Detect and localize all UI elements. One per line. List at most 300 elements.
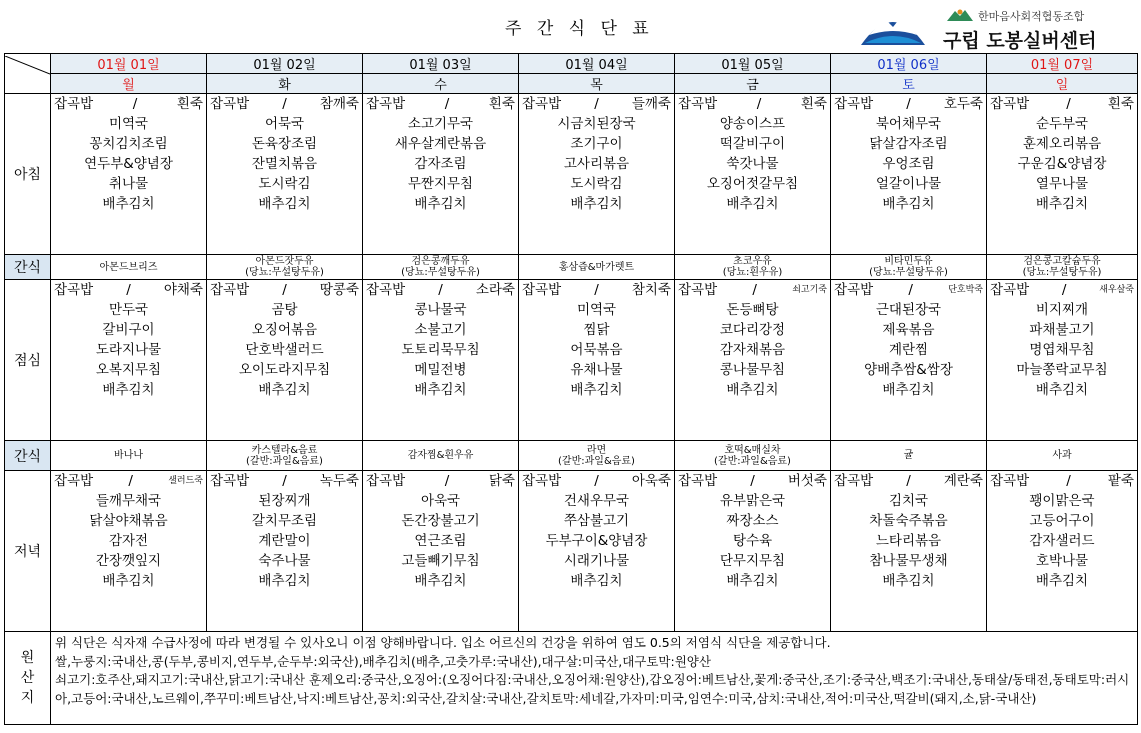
snack1-cell	[987, 255, 1138, 280]
porridge: 호두죽	[943, 96, 983, 112]
weekday-cell	[207, 74, 363, 94]
blank-line	[987, 420, 1137, 440]
dish-item: 배추김치	[882, 382, 935, 398]
snack2-cell	[363, 441, 519, 471]
grain-rice: 잡곡밥	[834, 282, 874, 298]
snack1-cell	[207, 255, 363, 280]
grain-rice: 잡곡밥	[366, 96, 406, 112]
blank-line	[51, 400, 206, 420]
dish-item: 갈치무조림	[251, 513, 318, 529]
slash: /	[752, 282, 757, 298]
porridge: 흰죽	[800, 96, 827, 112]
slash: /	[906, 473, 911, 489]
corner-cell	[5, 54, 51, 94]
dish-item: 배추김치	[414, 573, 467, 589]
dish-item: 파채불고기	[1029, 322, 1095, 338]
dish-item: 유채나물	[570, 362, 623, 378]
dish-item: 연근조림	[414, 533, 467, 549]
snack-name: 홍삼즙&마가렛트	[558, 261, 635, 273]
lunch-cell	[363, 280, 519, 441]
dinner-row	[5, 471, 1138, 632]
grain-rice: 잡곡밥	[990, 96, 1030, 112]
dish-item: 제육볶음	[882, 322, 935, 338]
org-name-small	[945, 8, 1084, 24]
dish-item: 배추김치	[258, 196, 311, 212]
dish-item: 새우살계란볶음	[394, 136, 487, 152]
rice-porridge-line	[831, 280, 986, 300]
date-text: 01월 05일	[721, 58, 784, 73]
snack1-label	[5, 255, 51, 280]
origin-label-char: 원	[20, 650, 35, 666]
rice-porridge-line	[987, 280, 1137, 300]
snack2-label	[5, 441, 51, 471]
dish-item: 도라지나물	[95, 342, 162, 358]
dish-item: 느타리볶음	[875, 533, 942, 549]
dinner-cell	[363, 471, 519, 632]
dish-item: 숙주나물	[258, 553, 311, 569]
origin-label-char: 지	[20, 690, 35, 706]
dish-item: 배추김치	[414, 196, 467, 212]
breakfast-row	[5, 94, 1138, 255]
lunch-cell	[675, 280, 831, 441]
date-text: 01월 03일	[409, 58, 472, 73]
blank-line	[831, 611, 986, 631]
rice-porridge-line	[519, 280, 674, 300]
rice-porridge-line	[519, 471, 674, 491]
slash: /	[126, 282, 131, 298]
blank-line	[675, 214, 830, 234]
lunch-cell	[831, 280, 987, 441]
notes-cell	[51, 632, 1138, 725]
porridge: 팥죽	[1107, 473, 1134, 489]
snack-name: 라면	[586, 444, 607, 456]
weekday-cell	[51, 74, 207, 94]
blank-line	[207, 214, 362, 234]
lunch-cell	[51, 280, 207, 441]
slash: /	[282, 96, 287, 112]
dish-item: 고들빼기무침	[401, 553, 480, 569]
slash: /	[594, 96, 599, 112]
blank-line	[987, 400, 1137, 420]
lunch-cell	[987, 280, 1138, 441]
dish-item: 얼갈이나물	[875, 176, 942, 192]
grain-rice: 잡곡밥	[54, 96, 94, 112]
dish-item: 잔멸치볶음	[251, 156, 318, 172]
snack1-cell	[675, 255, 831, 280]
date-cell	[363, 54, 519, 74]
rice-porridge-line	[831, 471, 986, 491]
weekday-text: 토	[902, 78, 915, 93]
blank-line	[831, 214, 986, 234]
dish-item: 양송이스프	[719, 116, 786, 132]
blank-line	[987, 611, 1137, 631]
dinner-cell	[519, 471, 675, 632]
date-cell	[987, 54, 1138, 74]
rice-porridge-line	[519, 94, 674, 114]
dish-item: 쭈삼불고기	[563, 513, 630, 529]
dinner-label	[5, 471, 51, 632]
blank-line	[675, 420, 830, 440]
dish-item: 두부구이&양념장	[545, 533, 648, 549]
blank-line	[519, 591, 674, 611]
page-title: 주 간 식 단 표	[505, 19, 654, 39]
dish-item: 배추김치	[570, 573, 623, 589]
dish-item: 양배추쌈&쌈장	[864, 362, 953, 378]
dish-item: 어묵국	[264, 116, 305, 132]
snack2-cell	[207, 441, 363, 471]
grain-rice: 잡곡밥	[990, 473, 1030, 489]
snack-diabetic-note: (당뇨:흰우유)	[722, 267, 783, 278]
snack-name: 초코우유	[733, 256, 772, 267]
dish-item: 쑥갓나물	[726, 156, 779, 172]
dish-item: 유부맑은국	[719, 493, 786, 509]
breakfast-cell	[987, 94, 1138, 255]
blank-line	[519, 234, 674, 254]
slash: /	[282, 282, 287, 298]
breakfast-cell	[519, 94, 675, 255]
dish-item: 배추김치	[726, 573, 779, 589]
dish-item: 단호박샐러드	[245, 342, 324, 358]
breakfast-label	[5, 94, 51, 255]
dish-item: 배추김치	[1035, 196, 1089, 212]
snack-name: 카스텔라&음료	[251, 444, 318, 456]
slash: /	[132, 96, 138, 112]
snack-name: 사과	[1052, 450, 1072, 461]
dinner-cell	[675, 471, 831, 632]
slash: /	[444, 473, 450, 489]
date-text: 01월 04일	[565, 58, 628, 73]
weekday-cell	[675, 74, 831, 94]
rice-porridge-line	[987, 471, 1137, 491]
grain-rice: 잡곡밥	[990, 282, 1030, 298]
snack1-cell	[831, 255, 987, 280]
dish-item: 오징어젓갈무침	[706, 176, 799, 192]
org-name-big: 구립 도봉실버센터	[943, 30, 1097, 52]
snack-name: 바나나	[114, 450, 143, 461]
breakfast-cell	[363, 94, 519, 255]
blank-line	[51, 214, 206, 234]
snack2-cell	[831, 441, 987, 471]
dish-item: 계란말이	[258, 533, 311, 549]
blank-line	[675, 400, 830, 420]
dish-item: 콩나물국	[414, 302, 467, 318]
blank-line	[987, 214, 1137, 234]
note-line: 쌀,누룽지:국내산,콩(두부,콩비지,연두부,순두부:외국산),배추김치(배추,고춧가루:국내산),대구살:미국산,대구토막:원양산	[55, 653, 711, 669]
breakfast-cell	[831, 94, 987, 255]
grain-rice: 잡곡밥	[522, 473, 562, 489]
slash: /	[908, 282, 913, 298]
grain-rice: 잡곡밥	[834, 473, 874, 489]
dish-item: 어묵볶음	[570, 342, 623, 358]
dish-item: 근대된장국	[875, 302, 942, 318]
title-bar	[0, 0, 1141, 52]
dish-item: 호박나물	[1035, 553, 1089, 569]
dish-item: 비지찌개	[1035, 302, 1089, 318]
dish-item: 우엉조림	[882, 156, 935, 172]
blank-line	[363, 591, 518, 611]
dish-item: 배추김치	[1035, 382, 1089, 398]
dish-item: 꽁치김치조림	[89, 136, 168, 152]
dish-item: 미역국	[576, 302, 617, 318]
dish-item: 돈육장조림	[251, 136, 318, 152]
dish-item: 코다리강정	[719, 322, 786, 338]
blank-line	[675, 611, 830, 631]
slash: /	[1066, 473, 1071, 489]
grain-rice: 잡곡밥	[210, 473, 250, 489]
origin-label-char: 산	[20, 670, 35, 686]
dish-item: 단무지무침	[719, 553, 786, 569]
lunch-row	[5, 280, 1138, 441]
dish-item: 탕수육	[732, 533, 773, 549]
dish-item: 갈비구이	[102, 322, 155, 338]
blank-line	[363, 420, 518, 440]
snack-diabetic-note: (갈반:과일&음료)	[714, 455, 791, 467]
dish-item: 김치국	[888, 493, 929, 509]
blank-line	[363, 234, 518, 254]
dish-item: 소고기무국	[407, 116, 474, 132]
snack-name: 감자찜&흰우유	[407, 450, 474, 461]
date-cell	[207, 54, 363, 74]
rice-porridge-line	[675, 471, 830, 491]
rice-porridge-line	[363, 280, 518, 300]
dish-item: 감자샐러드	[1029, 533, 1095, 549]
snack-diabetic-note: (갈반:과일&음료)	[246, 455, 323, 467]
rice-porridge-line	[207, 280, 362, 300]
dish-item: 곰탕	[271, 302, 298, 318]
dinner-cell	[831, 471, 987, 632]
blank-line	[519, 420, 674, 440]
blank-line	[831, 591, 986, 611]
porridge: 흰죽	[1107, 96, 1134, 112]
dish-item: 시래기나물	[563, 553, 630, 569]
date-text: 01월 06일	[877, 58, 940, 73]
weekday-text: 일	[1055, 78, 1069, 93]
grain-rice: 잡곡밥	[210, 282, 250, 298]
snack-name: 검은콩깨두유	[411, 256, 470, 267]
snack1-label-text: 간식	[13, 260, 42, 276]
mountain-logo-icon	[859, 5, 927, 47]
dish-item: 배추김치	[102, 573, 155, 589]
dish-item: 감자채볶음	[719, 342, 786, 358]
snack2-cell	[675, 441, 831, 471]
weekday-cell	[831, 74, 987, 94]
porridge: 흰죽	[488, 96, 515, 112]
rice-porridge-line	[207, 94, 362, 114]
porridge: 들깨죽	[631, 96, 671, 112]
dish-item: 떡갈비구이	[719, 136, 786, 152]
weekday-cell	[363, 74, 519, 94]
dish-item: 훈제오리볶음	[1022, 136, 1102, 152]
rice-porridge-line	[831, 94, 986, 114]
weekday-text: 목	[590, 78, 603, 93]
blank-line	[207, 611, 362, 631]
grain-rice: 잡곡밥	[834, 96, 874, 112]
dish-item: 콩나물무침	[719, 362, 786, 378]
slash: /	[756, 96, 762, 112]
dish-item: 닭살감자조림	[869, 136, 948, 152]
dish-item: 찜닭	[583, 322, 610, 338]
dish-item: 오복지무침	[95, 362, 162, 378]
rice-porridge-line	[51, 94, 206, 114]
dish-item: 배추김치	[258, 382, 311, 398]
dish-item: 꽹이맑은국	[1029, 493, 1095, 509]
dish-item: 들깨무채국	[95, 493, 162, 509]
porridge: 아욱죽	[631, 473, 671, 489]
grain-rice: 잡곡밥	[54, 473, 94, 489]
dish-item: 고등어구이	[1029, 513, 1095, 529]
blank-line	[363, 400, 518, 420]
dish-item: 돈간장불고기	[401, 513, 480, 529]
weekly-menu-table	[4, 53, 1138, 725]
dish-item: 소불고기	[414, 322, 467, 338]
porridge: 계란죽	[943, 473, 983, 489]
grain-rice: 잡곡밥	[522, 96, 562, 112]
dish-item: 배추김치	[882, 196, 935, 212]
snack2-cell	[519, 441, 675, 471]
weekday-cell	[987, 74, 1138, 94]
date-cell	[675, 54, 831, 74]
blank-line	[207, 591, 362, 611]
porridge: 소라죽	[475, 282, 515, 298]
dish-item: 계란찜	[888, 342, 929, 358]
blank-line	[51, 234, 206, 254]
rice-porridge-line	[207, 471, 362, 491]
grain-rice: 잡곡밥	[366, 282, 406, 298]
lunch-label-text: 점심	[13, 353, 42, 369]
dish-item: 감자조림	[414, 156, 467, 172]
dish-item: 마늘쫑락교무침	[1016, 362, 1108, 378]
lunch-cell	[207, 280, 363, 441]
blank-line	[831, 420, 986, 440]
blank-line	[675, 591, 830, 611]
date-text: 01월 02일	[253, 58, 316, 73]
porridge: 녹두죽	[319, 473, 359, 489]
dish-item: 도시락김	[570, 176, 623, 192]
porridge: 땅콩죽	[319, 282, 359, 298]
date-cell	[831, 54, 987, 74]
slash: /	[282, 473, 287, 489]
blank-line	[519, 611, 674, 631]
dinner-label-text: 저녁	[13, 544, 42, 560]
porridge: 흰죽	[176, 96, 203, 112]
snack-name: 아몬드잣두유	[255, 256, 314, 267]
slash: /	[594, 473, 599, 489]
dish-item: 배추김치	[1035, 573, 1089, 589]
slash: /	[906, 96, 911, 112]
dish-item: 도시락김	[258, 176, 311, 192]
dish-item: 연두부&양념장	[84, 156, 173, 172]
snack1-cell	[519, 255, 675, 280]
porridge: 단호박죽	[948, 285, 983, 295]
dish-item: 도토리묵무침	[401, 342, 480, 358]
notes-row	[5, 632, 1138, 725]
weekday-text: 수	[434, 78, 447, 93]
blank-line	[51, 611, 206, 631]
rice-porridge-line	[363, 94, 518, 114]
snack2-row	[5, 441, 1138, 471]
blank-line	[519, 214, 674, 234]
dish-item: 배추김치	[726, 382, 779, 398]
grain-rice: 잡곡밥	[678, 96, 718, 112]
grain-rice: 잡곡밥	[54, 282, 94, 298]
snack-name: 비타민두유	[884, 256, 933, 267]
blank-line	[987, 234, 1137, 254]
porridge: 참치죽	[631, 282, 671, 298]
dish-item: 배추김치	[102, 196, 155, 212]
porridge: 야채죽	[163, 282, 203, 298]
date-cell	[519, 54, 675, 74]
dish-item: 메밀전병	[414, 362, 467, 378]
rice-porridge-line	[363, 471, 518, 491]
snack-diabetic-note: (당뇨:무설탕두유)	[1022, 267, 1102, 278]
blank-line	[675, 234, 830, 254]
dish-item: 미역국	[108, 116, 149, 132]
snack1-cell	[51, 255, 207, 280]
blank-line	[51, 420, 206, 440]
porridge: 샐러드죽	[168, 476, 203, 486]
org-small-text: 한마음사회적협동조합	[978, 10, 1085, 23]
dish-item: 아욱국	[420, 493, 461, 509]
dish-item: 감자전	[108, 533, 149, 549]
note-line: 쇠고기:호주산,돼지고기:국내산,닭고기:국내산 훈제오리:중국산,오징어:(오징어다짐:국내산,오징어채:원양산),갑오징어:베트남산,꽃게:중국산,조기:중국산,백조기:국내산,동태살/동태전,동태토막:러시아,고등어:국내산,노르웨이,쭈꾸미:베트남산,낙지:베트남산,꽁치:외국산,갈치살:국내산,갈치토막:세네갈,가자미:미국,임연수:미국,삼치:국내산,적어:미국산,떡갈비(돼지,소,닭-국내산)	[55, 672, 1130, 706]
weekday-row	[5, 74, 1138, 94]
dinner-cell	[987, 471, 1138, 632]
dish-item: 된장찌개	[258, 493, 311, 509]
rice-porridge-line	[51, 280, 206, 300]
origin-label-text	[5, 648, 50, 708]
lunch-cell	[519, 280, 675, 441]
slash: /	[594, 282, 599, 298]
dish-item: 차돌숙주볶음	[869, 513, 948, 529]
snack-name: 귤	[903, 450, 914, 461]
dish-item: 간장깻잎지	[95, 553, 162, 569]
dish-item: 취나물	[108, 176, 149, 192]
breakfast-cell	[207, 94, 363, 255]
dish-item: 돈등뼈탕	[726, 302, 779, 318]
dish-item: 오징어볶음	[251, 322, 318, 338]
dish-item: 열무나물	[1035, 176, 1089, 192]
snack1-cell	[363, 255, 519, 280]
dish-item: 만두국	[108, 302, 149, 318]
dish-item: 조기구이	[570, 136, 623, 152]
rice-porridge-line	[51, 471, 206, 491]
snack-diabetic-note: (갈반:과일&음료)	[558, 455, 635, 467]
date-text: 01월 01일	[97, 58, 160, 73]
snack-diabetic-note: (당뇨:무설탕두유)	[401, 267, 480, 278]
dish-item: 배추김치	[570, 196, 623, 212]
note-line: 위 식단은 식자재 수급사정에 따라 변경될 수 있사오니 이점 양해바랍니다. 입소 어르신의 건강을 위하여 염도 0.5의 저염식 식단을 제공합니다.	[55, 635, 831, 650]
blank-line	[987, 591, 1137, 611]
snack-name: 검은콩고칼슘두유	[1023, 256, 1101, 267]
porridge: 새우살죽	[1099, 285, 1134, 295]
porridge: 참깨죽	[319, 96, 359, 112]
dish-item: 건새우무국	[563, 493, 630, 509]
snack-diabetic-note: (당뇨:무설탕두유)	[245, 267, 324, 278]
slash: /	[1066, 96, 1071, 112]
blank-line	[831, 234, 986, 254]
slash: /	[128, 473, 133, 489]
slash: /	[750, 473, 755, 489]
snack2-cell	[987, 441, 1138, 471]
rice-porridge-line	[675, 94, 830, 114]
dish-item: 배추김치	[570, 382, 623, 398]
grain-rice: 잡곡밥	[210, 96, 250, 112]
grain-rice: 잡곡밥	[678, 282, 718, 298]
grain-rice: 잡곡밥	[366, 473, 406, 489]
diagonal-line	[5, 56, 50, 92]
blank-line	[831, 400, 986, 420]
dinner-cell	[207, 471, 363, 632]
